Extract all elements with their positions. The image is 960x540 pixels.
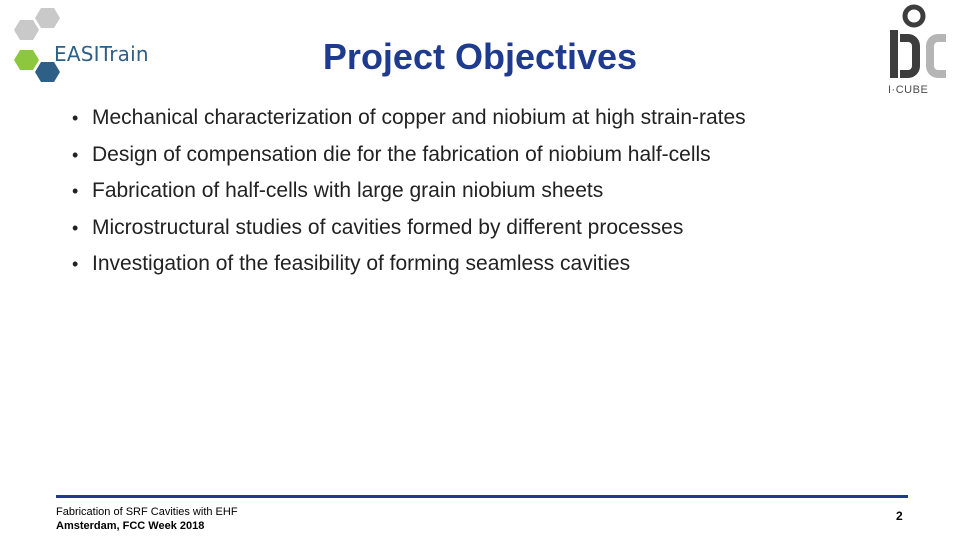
list-item [72,143,746,180]
objectives-list [72,106,746,289]
icube-logo-text: I·CUBE [888,84,929,96]
objective-text: Investigation of the feasibility of forming seamless cavities [92,252,631,275]
icube-logo [884,4,948,96]
objective-text: Design of compensation die for the fabrication of niobium half-cells [92,142,711,166]
objective-text: Mechanical characterization of copper and niobium at high strain-rates [92,106,746,129]
bullet-icon: • [72,181,79,201]
list-item [72,179,746,216]
page-number: 2 [896,509,903,523]
footer-title: Fabrication of SRF Cavities with EHF [56,506,238,518]
list-item [72,216,746,253]
bullet-icon: • [72,144,79,165]
footer-divider [56,495,908,498]
icube-mark-icon [884,4,948,84]
easitrain-logo-text: EASITrain [54,42,149,66]
footer-event: Amsterdam, FCC Week 2018 [56,520,205,532]
bullet-icon: • [72,217,79,238]
footer-caption [56,505,238,533]
bullet-icon: • [72,108,79,128]
objective-text: Microstructural studies of cavities formed by different processes [92,215,684,239]
bullet-icon: • [72,254,79,274]
list-item [72,252,746,289]
list-item [72,106,746,143]
objective-text: Fabrication of half-cells with large grain niobium sheets [92,179,604,202]
page-title: Project Objectives [322,36,638,77]
